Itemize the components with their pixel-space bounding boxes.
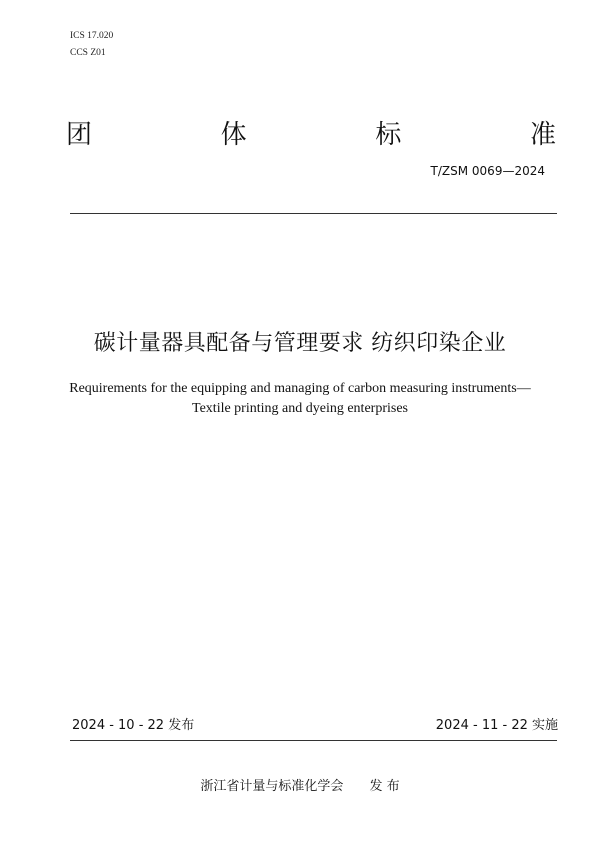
- group-standard-heading: [66, 112, 556, 152]
- implementation-date: 2024 - 11 - 22 实施: [435, 718, 558, 733]
- ccs-code: CCS Z01: [70, 48, 106, 58]
- publisher-line: [0, 775, 600, 794]
- english-title-line-1: Requirements for the equipping and managing of carbon measuring instruments—: [69, 381, 531, 396]
- classification-codes: [70, 28, 113, 62]
- bottom-divider: [70, 740, 557, 741]
- heading-char-3: 标: [375, 119, 402, 150]
- heading-char-2: 体: [220, 119, 247, 150]
- publish-label: 发 布: [369, 779, 400, 794]
- heading-char-1: 团: [66, 119, 93, 150]
- heading-char-4: 准: [529, 119, 556, 150]
- issue-date: 2024 - 10 - 22 发布: [72, 718, 195, 733]
- top-divider: [70, 213, 557, 214]
- english-title: [0, 379, 600, 419]
- english-title-line-2: Textile printing and dyeing enterprises: [192, 401, 408, 416]
- chinese-title: 碳计量器具配备与管理要求 纺织印染企业: [93, 331, 507, 356]
- publisher-name: 浙江省计量与标准化学会: [200, 779, 344, 794]
- standard-number: T/ZSM 0069—2024: [430, 164, 545, 178]
- ics-code: ICS 17.020: [70, 31, 114, 41]
